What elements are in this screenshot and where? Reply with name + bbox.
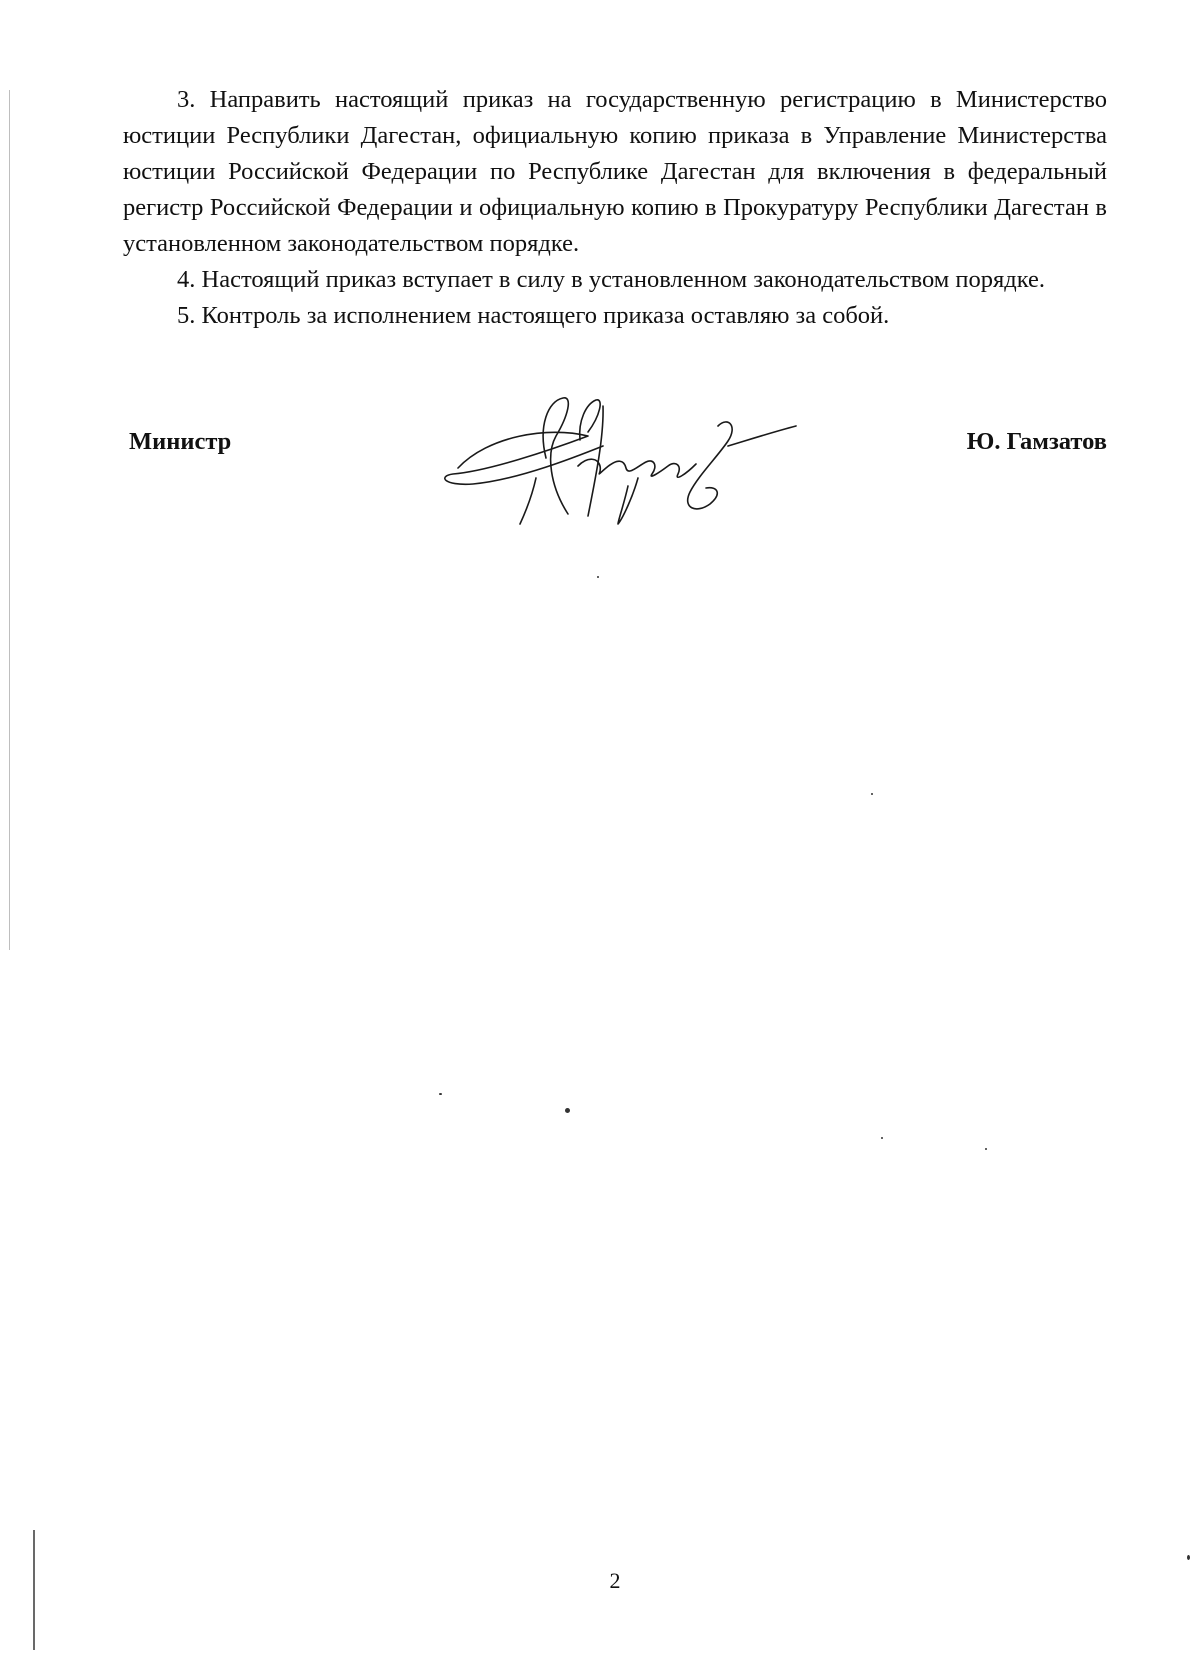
paragraph-3: 3. Направить настоящий приказ на государственную регистрацию в Министерство юстиции Республики Дагестан, официальную копию приказа в Управление Министерства юстиции Российской Федерации по Республике Дагестан для включения в федеральный регистр Российской Федерации и официальную копию в Прокуратуру Республики Дагестан в установленном законодательством порядке.	[123, 86, 1107, 257]
paragraph-4: 4. Настоящий приказ вступает в силу в установленном законодательством порядке.	[177, 266, 1046, 293]
document-body	[123, 82, 1107, 334]
scan-speck	[439, 1093, 442, 1095]
handwritten-signature	[428, 396, 798, 536]
scan-speck	[881, 1137, 883, 1139]
page-number: 2	[609, 1568, 621, 1593]
signatory-title: Министр	[129, 428, 232, 455]
scan-speck	[985, 1148, 987, 1150]
scan-speck	[1187, 1555, 1190, 1560]
scan-speck	[871, 793, 873, 795]
scan-margin-line-bottom	[33, 1530, 35, 1650]
signature-block	[123, 398, 1107, 548]
signatory-name: Ю. Гамзатов	[966, 428, 1107, 455]
scan-speck	[597, 576, 599, 578]
paragraph-5: 5. Контроль за исполнением настоящего приказа оставляю за собой.	[177, 302, 890, 329]
scan-margin-line	[9, 90, 10, 950]
scan-speck	[565, 1108, 570, 1113]
